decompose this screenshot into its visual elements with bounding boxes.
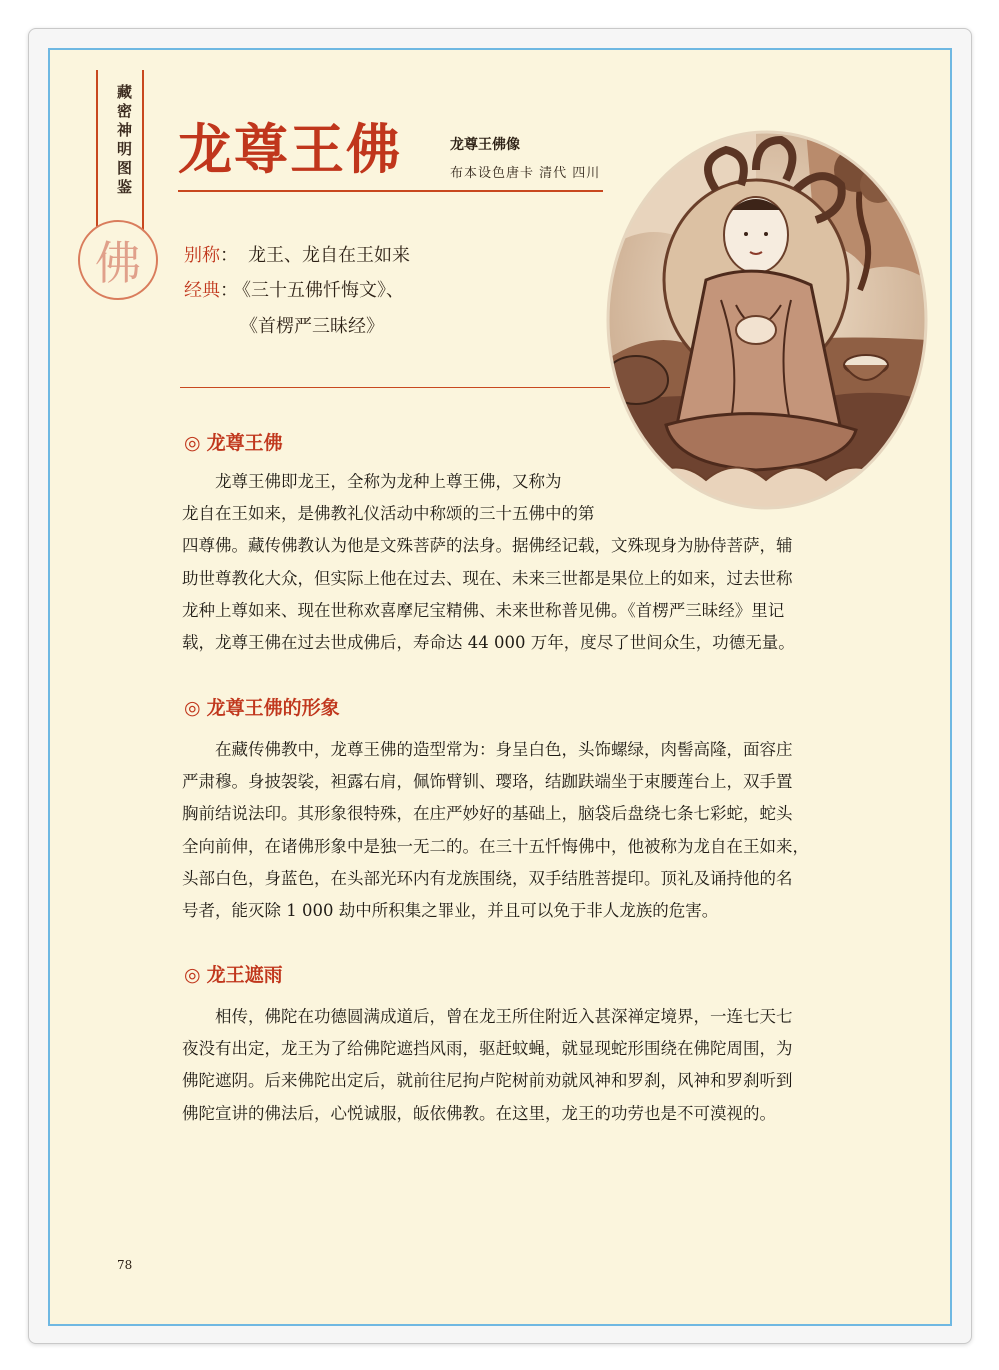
bullet-ring-icon: ◎ [184, 964, 201, 986]
seal-icon [78, 220, 158, 300]
meta-scripture-sep: ： [220, 280, 238, 301]
side-tab-band [96, 70, 144, 240]
page-number: 78 [117, 1258, 133, 1272]
meta-alias-value: 龙王、龙自在王如来 [248, 245, 410, 266]
section-heading-3-text: 龙王遮雨 [206, 964, 283, 986]
meta-alias [184, 241, 410, 267]
side-tab-label: 藏密神明图鉴 [115, 84, 133, 198]
paragraph-line: 载，龙尊王佛在过去世成佛后，寿命达 44 000 万年，度尽了世间众生，功德无量。 [182, 633, 795, 653]
meta-alias-sep: ： [220, 245, 238, 266]
paragraph-line: 头部白色，身蓝色，在头部光环内有龙族围绕，双手结胜菩提印。顶礼及诵持他的名 [182, 868, 793, 888]
paragraph-line: 四尊佛。藏传佛教认为他是文殊菩萨的法身。据佛经记载，文殊现身为胁侍菩萨，辅 [182, 536, 793, 556]
paragraph-line: 严肃穆。身披袈裟，袒露右肩，佩饰臂钏、璎珞，结跏趺端坐于束腰莲台上，双手置 [182, 772, 793, 792]
thangka-illustration [606, 130, 928, 510]
bullet-ring-icon: ◎ [184, 432, 201, 454]
seal-char: 佛 [95, 236, 141, 290]
paragraph-line: 龙尊王佛即龙王，全称为龙种上尊王佛，又称为 [215, 472, 562, 491]
section-heading-1-text: 龙尊王佛 [206, 432, 283, 454]
paragraph-line: 龙种上尊如来、现在世称欢喜摩尼宝精佛、未来世称普见佛。《首楞严三昧经》里记 [182, 600, 785, 620]
image-caption-title: 龙尊王佛像 [450, 137, 520, 153]
image-caption-subtitle: 布本设色唐卡 清代 四川 [450, 166, 601, 181]
paragraph-line: 龙自在王如来，是佛教礼仪活动中称颂的三十五佛中的第 [182, 504, 595, 524]
paragraph-line: 在藏传佛教中，龙尊王佛的造型常为：身呈白色，头饰螺绿，肉髻高隆，面容庄 [215, 740, 793, 759]
paragraph-line: 胸前结说法印。其形象很特殊，在庄严妙好的基础上，脑袋后盘绕七条七彩蛇，蛇头 [182, 804, 793, 824]
meta-scripture [184, 276, 404, 302]
paragraph-line: 夜没有出定，龙王为了给佛陀遮挡风雨，驱赶蚊蝇，就显现蛇形围绕在佛陀周围，为 [182, 1039, 793, 1059]
paragraph-line: 助世尊教化大众，但实际上他在过去、现在、未来三世都是果位上的如来，过去世称 [182, 568, 793, 588]
meta-scripture-value-1: 《三十五佛忏悔文》、 [242, 280, 404, 301]
meta-alias-label: 别称 [184, 245, 220, 266]
section-heading-1 [184, 428, 283, 455]
meta-scripture-cont [240, 312, 384, 338]
section-heading-2 [184, 693, 340, 720]
meta-divider [180, 387, 610, 388]
paragraph-line: 佛陀遮阴。后来佛陀出定后，就前往尼拘卢陀树前劝就风神和罗刹，风神和罗刹听到 [182, 1071, 793, 1091]
section-3-paragraph [182, 1001, 882, 1130]
bullet-ring-icon: ◎ [184, 697, 201, 719]
meta-scripture-label: 经典 [184, 280, 220, 301]
section-2-paragraph [182, 734, 882, 927]
paragraph-line: 号者，能灭除 1 000 劫中所积集之罪业，并且可以免于非人龙族的危害。 [182, 901, 719, 921]
section-heading-2-text: 龙尊王佛的形象 [206, 697, 340, 719]
meta-scripture-value-2: 《首楞严三昧经》 [240, 316, 384, 337]
section-heading-3 [184, 960, 283, 987]
title-divider [178, 190, 603, 192]
paragraph-line: 相传，佛陀在功德圆满成道后，曾在龙王所住附近入甚深禅定境界，一连七天七 [215, 1007, 793, 1026]
paragraph-line: 全向前伸，在诸佛形象中是独一无二的。在三十五忏悔佛中，他被称为龙自在王如来， [182, 836, 809, 856]
paragraph-line: 佛陀宣讲的佛法后，心悦诚服，皈依佛教。在这里，龙王的功劳也是不可漠视的。 [182, 1103, 776, 1123]
book-page [48, 48, 952, 1326]
section-1-paragraph [182, 466, 882, 659]
page-title: 龙尊王佛 [178, 118, 402, 181]
side-tab [92, 70, 148, 290]
